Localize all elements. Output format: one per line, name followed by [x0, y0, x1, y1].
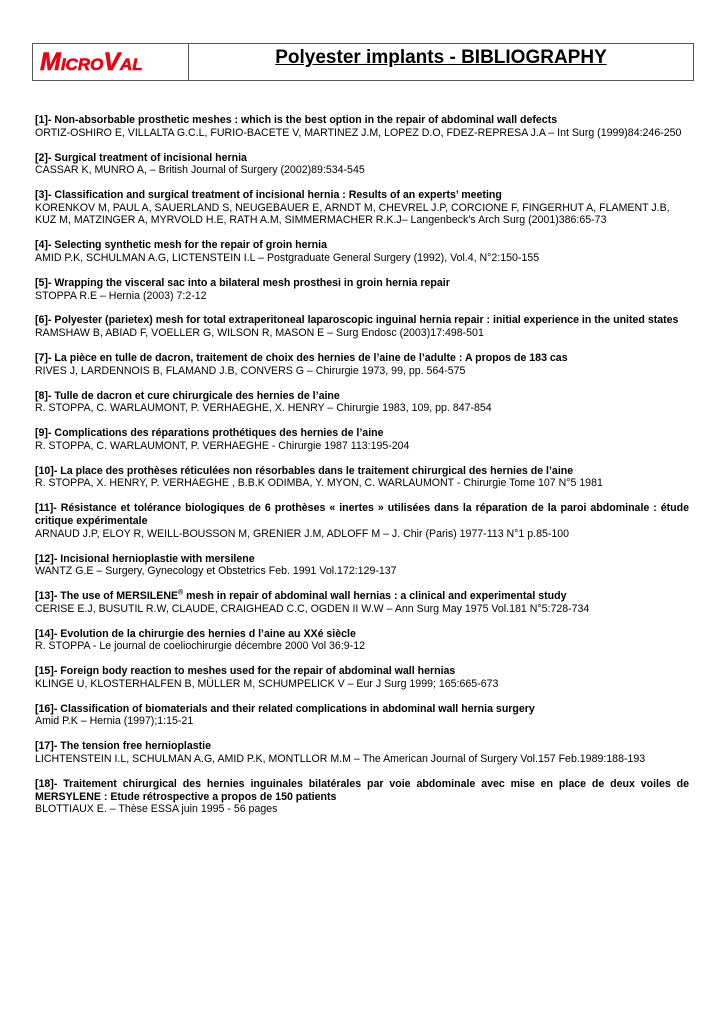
page-title: Polyester implants - BIBLIOGRAPHY [275, 47, 607, 68]
logo-cell [33, 44, 189, 80]
reference-authors: RIVES J, LARDENNOIS B, FLAMAND J.B, CONVERS G – Chirurgie 1973, 99, pp. 564-575 [35, 364, 466, 377]
reference-authors: STOPPA R.E – Hernia (2003) 7:2-12 [35, 289, 207, 302]
reference-authors: ARNAUD J.P, ELOY R, WEILL-BOUSSON M, GRENIER J.M, ADLOFF M – J. Chir (Paris) 1977-113 N°1 p.85-100 [35, 527, 570, 540]
reference-title: [3]- Classification and surgical treatment of incisional hernia : Results of an experts’ meeting [35, 189, 502, 202]
reference-item [35, 590, 689, 615]
reference-title: [8]- Tulle de dacron et cure chirurgicale des hernies de l’aine [35, 389, 340, 402]
reference-title: [16]- Classification of biomaterials and their related complications in abdominal wall hernia surgery [35, 702, 535, 715]
reference-item [35, 465, 689, 490]
reference-title: [6]- Polyester (parietex) mesh for total extraperitoneal laparoscopic inguinal hernia repair : initial experience in the united states [35, 314, 679, 327]
reference-item [35, 778, 689, 816]
reference-item [35, 703, 689, 728]
reference-item [35, 390, 689, 415]
reference-title: [14]- Evolution de la chirurgie des hernies d l’aine au XXé siècle [35, 627, 356, 640]
reference-authors: LICHTENSTEIN I.L, SCHULMAN A.G, AMID P.K, MONTLLOR M.M – The American Journal of Surgery Vol.157 Feb.1989:188-193 [35, 753, 646, 766]
reference-title-end: mesh in repair of abdominal wall hernias : a clinical and experimental study [183, 590, 567, 603]
reference-item [35, 665, 689, 690]
reference-title: [1]- Non-absorbable prosthetic meshes : which is the best option in the repair of abdominal wall defects [35, 114, 558, 126]
reference-item [35, 553, 689, 578]
registered-mark: ® [178, 589, 184, 597]
reference-title [35, 590, 689, 603]
reference-authors: AMID P.K, SCHULMAN A.G, LICTENSTEIN I.L – Postgraduate General Surgery (1992), Vol.4, N°2:150-155 [35, 251, 540, 264]
reference-item [35, 152, 689, 177]
reference-authors: WANTZ G.E – Surgery, Gynecology et Obstetrics Feb. 1991 Vol.172:129-137 [35, 565, 397, 578]
reference-item [35, 427, 689, 452]
reference-title: [9]- Complications des réparations prothétiques des hernies de l’aine [35, 427, 384, 440]
microval-logo [38, 49, 184, 75]
reference-title: [10]- La place des prothèses réticulées non résorbables dans le traitement chirurgical des hernies de l’aine [35, 464, 574, 477]
reference-authors: R. STOPPA, C. WARLAUMONT, P. VERHAEGHE, X. HENRY – Chirurgie 1983, 109, pp. 847-854 [35, 402, 492, 415]
title-cell [189, 44, 693, 80]
reference-authors: BLOTTIAUX E. – Thèse ESSA juin 1995 - 56 pages [35, 803, 278, 816]
reference-item [35, 189, 689, 227]
reference-title-start: [13]- The use of MERSILENE [35, 590, 179, 603]
reference-authors: CERISE E.J, BUSUTIL R.W, CLAUDE, CRAIGHEAD C.C, OGDEN II W.W – Ann Surg May 1975 Vol.181 N°5:728-734 [35, 602, 590, 615]
reference-list [35, 114, 689, 828]
reference-authors: R. STOPPA, X. HENRY, P. VERHAEGHE , B.B.K ODIMBA, Y. MYON, C. WARLAUMONT - Chirurgie Tome 107 N°5 1981 [35, 477, 603, 490]
reference-title: [11]- Résistance et tolérance biologiques de 6 prothèses « inertes » utilisées dans la réparation de la paroi abdominale : étude critique expérimentale [35, 502, 689, 527]
reference-authors: KLINGE U, KLOSTERHALFEN B, MÜLLER M, SCHUMPELICK V – Eur J Surg 1999; 165:665-673 [35, 677, 499, 690]
reference-item [35, 740, 689, 765]
reference-authors: RAMSHAW B, ABIAD F, VOELLER G, WILSON R, MASON E – Surg Endosc (2003)17:498-501 [35, 327, 484, 340]
reference-item [35, 239, 689, 264]
reference-authors: CASSAR K, MUNRO A, – British Journal of Surgery (2002)89:534-545 [35, 164, 365, 177]
reference-title: [18]- Traitement chirurgical des hernies inguinales bilatérales par voie abdominale avec mise en place de deux voiles de MERSYLENE : Etude rétrospective a propos de 150 patients [35, 778, 689, 803]
svg-text:MICROVAL: MICROVAL [39, 49, 143, 75]
reference-item [35, 628, 689, 653]
reference-title: [17]- The tension free hernioplastie [35, 740, 212, 753]
reference-authors: ORTIZ-OSHIRO E, VILLALTA G.C.L, FURIO-BACETE V, MARTINEZ J.M, LOPEZ D.O, FDEZ-REPRESA J.A – Int Surg (1999)84:246-250 [35, 126, 682, 139]
reference-item [35, 352, 689, 377]
reference-authors: R. STOPPA, C. WARLAUMONT, P. VERHAEGHE - Chirurgie 1987 113:195-204 [35, 439, 410, 452]
reference-authors: Amid P.K – Hernia (1997);1:15-21 [35, 715, 194, 728]
reference-title: [12]- Incisional hernioplastie with mersilene [35, 552, 255, 565]
reference-item [35, 277, 689, 302]
reference-item [35, 114, 689, 139]
page-header [32, 43, 694, 81]
reference-title: [2]- Surgical treatment of incisional hernia [35, 151, 247, 164]
reference-title: [15]- Foreign body reaction to meshes used for the repair of abdominal wall hernias [35, 665, 456, 678]
reference-title: [5]- Wrapping the visceral sac into a bilateral mesh prosthesi in groin hernia repair [35, 276, 450, 289]
reference-authors: KORENKOV M, PAUL A, SAUERLAND S, NEUGEBAUER E, ARNDT M, CHEVREL J.P, CORCIONE F, FINGERHUT A, FLAMENT J.B, KUZ M, MATZINGER A, MYRVOLD H.E, RATH A.M, SIMMERMACHER R.K.J– Langenbeck’s Arch Surg (2001)386:65-73 [35, 201, 670, 227]
reference-title: [4]- Selecting synthetic mesh for the repair of groin hernia [35, 239, 327, 252]
reference-authors: R. STOPPA - Le journal de coeliochirurgie décembre 2000 Vol 36:9-12 [35, 640, 365, 653]
reference-title: [7]- La pièce en tulle de dacron, traitement de choix des hernies de l’aine de l’adulte : A propos de 183 cas [35, 352, 568, 365]
reference-item [35, 502, 689, 540]
reference-item [35, 314, 689, 339]
